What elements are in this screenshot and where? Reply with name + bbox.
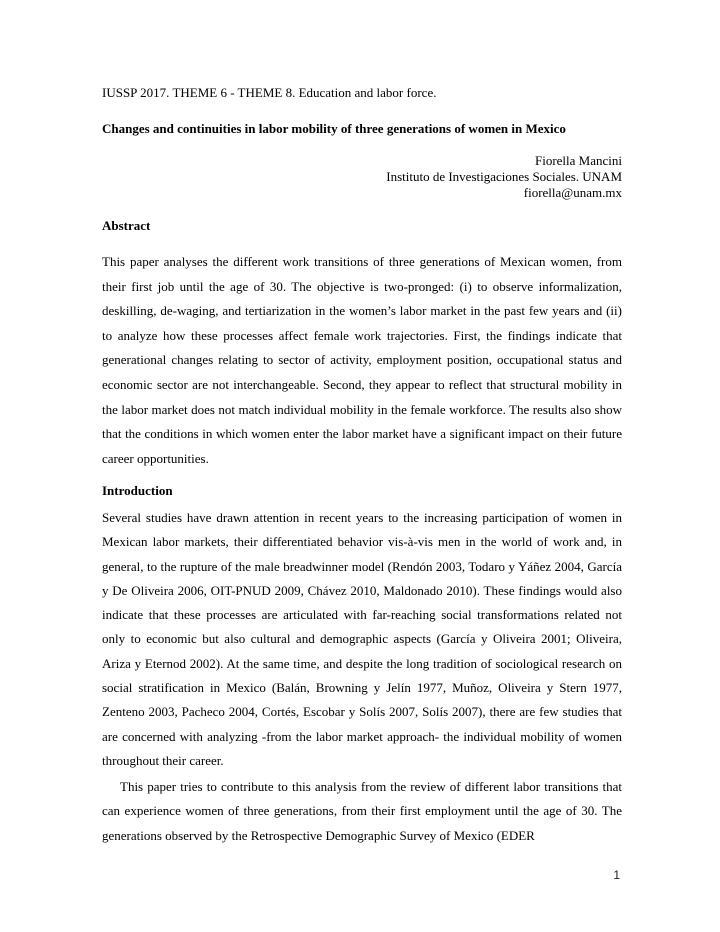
introduction-paragraph-1: Several studies have drawn attention in recent years to the increasing participation of women in Mexican labor markets, their differentiated behavior vis-à-vis men in the world of work and, in general, to the rupture of the male breadwinner model (Rendón 2003, Todaro y Yáñez 2004, García y De Oliveira 2006, OIT-PNUD 2009, Chávez 2010, Maldonado 2010). These findings would also indicate that these processes are articulated with far-reaching social transformations related not only to economic but also cultural and demographic aspects (García y Oliveira 2001; Oliveira, Ariza y Eternod 2002). At the same time, and despite the long tradition of sociological research on social stratification in Mexico (Balán, Browning y Jelín 1977, Muñoz, Oliveira y Stern 1977, Zenteno 2003, Pacheco 2004, Cortés, Escobar y Solís 2007, Solís 2007), there are few studies that are concerned with analyzing -from the labor market approach- the individual mobility of women throughout their career. xyxy=(102,510,622,768)
introduction-heading: Introduction xyxy=(102,483,173,498)
paper-title: Changes and continuities in labor mobility of three generations of women in Mexico xyxy=(102,121,566,136)
conference-line: IUSSP 2017. THEME 6 - THEME 8. Education and labor force. xyxy=(102,85,437,100)
page-number: 1 xyxy=(613,868,620,882)
introduction-paragraph-2: This paper tries to contribute to this analysis from the review of different labor transitions that can experience women of three generations, from their first employment until the age of 30. The generations observed by the Retrospective Demographic Survey of Mexico (EDER xyxy=(102,779,622,843)
author-affiliation: Instituto de Investigaciones Sociales. UNAM xyxy=(386,169,622,184)
abstract-paragraph: This paper analyses the different work transitions of three generations of Mexican women, from their first job until the age of 30. The objective is two-pronged: (i) to observe informalization, deskilling, de-waging, and tertiarization in the women’s labor market in the past few years and (ii) to analyze how these processes affect female work trajectories. First, the findings indicate that generational changes relating to sector of activity, employment position, occupational status and economic sector are not interchangeable. Second, they appear to reflect that structural mobility in the labor market does not match individual mobility in the female workforce. The results also show that the conditions in which women enter the labor market have a significant impact on their future career opportunities. xyxy=(102,254,622,466)
author-name: Fiorella Mancini xyxy=(534,153,622,168)
author-block xyxy=(386,153,622,201)
abstract-heading: Abstract xyxy=(102,218,151,233)
author-email: fiorella@unam.mx xyxy=(523,185,622,200)
